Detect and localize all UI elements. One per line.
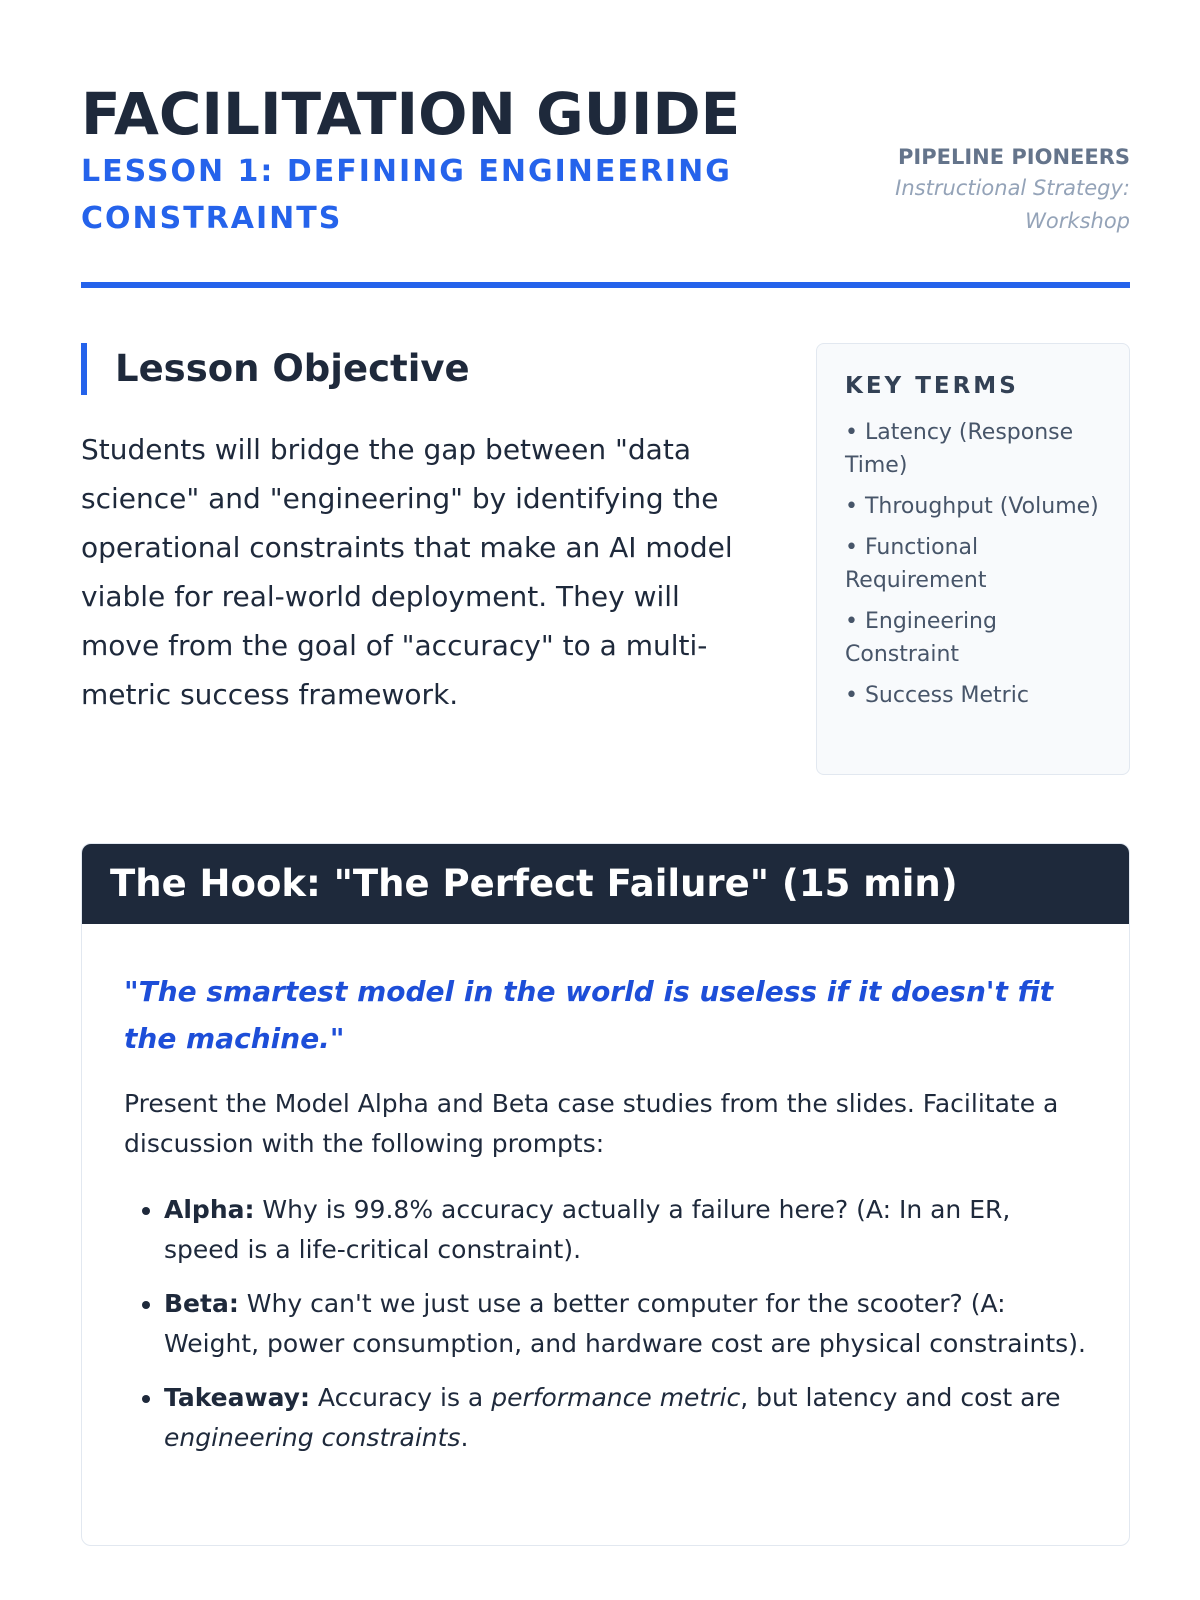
organization-block: [830, 142, 1130, 238]
hook-intro: Present the Model Alpha and Beta case studies from the slides. Facilitate a discussion with the following prompts:: [124, 1089, 1059, 1158]
prompt-text: Why is 99.8% accuracy actually a failure here? (A: In an ER, speed is a life-critical constraint).: [164, 1195, 1011, 1264]
key-terms-box: [816, 343, 1130, 775]
key-term-item: • Latency (Response Time): [845, 420, 1074, 478]
key-terms-title: KEY TERMS: [845, 373, 1019, 399]
hook-header: [82, 844, 1129, 924]
hook-body: [82, 924, 1129, 1458]
objective-text: Students will bridge the gap between "data science" and "engineering" by identifying the operational constraints that make an AI model viable for real-world deployment. They will move from the goal of "accuracy" to a multi-metric success framework.: [81, 433, 733, 711]
key-term-item: • Success Metric: [845, 683, 1029, 708]
key-term-item: • Engineering Constraint: [845, 609, 997, 667]
prompt-text: , but latency and cost are: [740, 1383, 1061, 1412]
lesson-objective-section: [81, 343, 741, 719]
prompt-beta: [164, 1284, 1089, 1364]
prompt-text: Accuracy is a: [309, 1383, 492, 1412]
key-term-item: • Functional Requirement: [845, 535, 987, 593]
section-heading: Lesson Objective: [81, 343, 741, 395]
prompt-label: Alpha:: [164, 1195, 255, 1224]
discussion-prompts: [124, 1190, 1089, 1458]
guide-header: [81, 78, 1130, 288]
hook-title: The Hook: "The Perfect Failure" (15 min): [110, 862, 958, 905]
organization-name: PIPELINE PIONEERS: [898, 145, 1130, 169]
prompt-takeaway: [164, 1378, 1089, 1458]
prompt-label: Takeaway:: [164, 1383, 310, 1412]
prompt-emphasis: engineering constraints: [164, 1423, 461, 1452]
key-term-item: • Throughput (Volume): [845, 494, 1099, 519]
hook-quote: "The smartest model in the world is useless if it doesn't fit the machine.": [124, 975, 1054, 1055]
prompt-alpha: [164, 1190, 1089, 1270]
prompt-text: .: [460, 1423, 469, 1452]
prompt-emphasis: performance metric: [491, 1383, 741, 1412]
instructional-strategy: Instructional Strategy: Workshop: [895, 176, 1130, 233]
header-divider: [81, 282, 1130, 288]
document-title: FACILITATION GUIDE: [81, 80, 741, 148]
lesson-title: LESSON 1: DEFINING ENGINEERING CONSTRAINTS: [81, 154, 732, 236]
hook-card: [81, 843, 1130, 1546]
prompt-label: Beta:: [164, 1289, 239, 1318]
prompt-text: Why can't we just use a better computer for the scooter? (A: Weight, power consumption, and hardware cost are physical constraints).: [164, 1289, 1086, 1358]
